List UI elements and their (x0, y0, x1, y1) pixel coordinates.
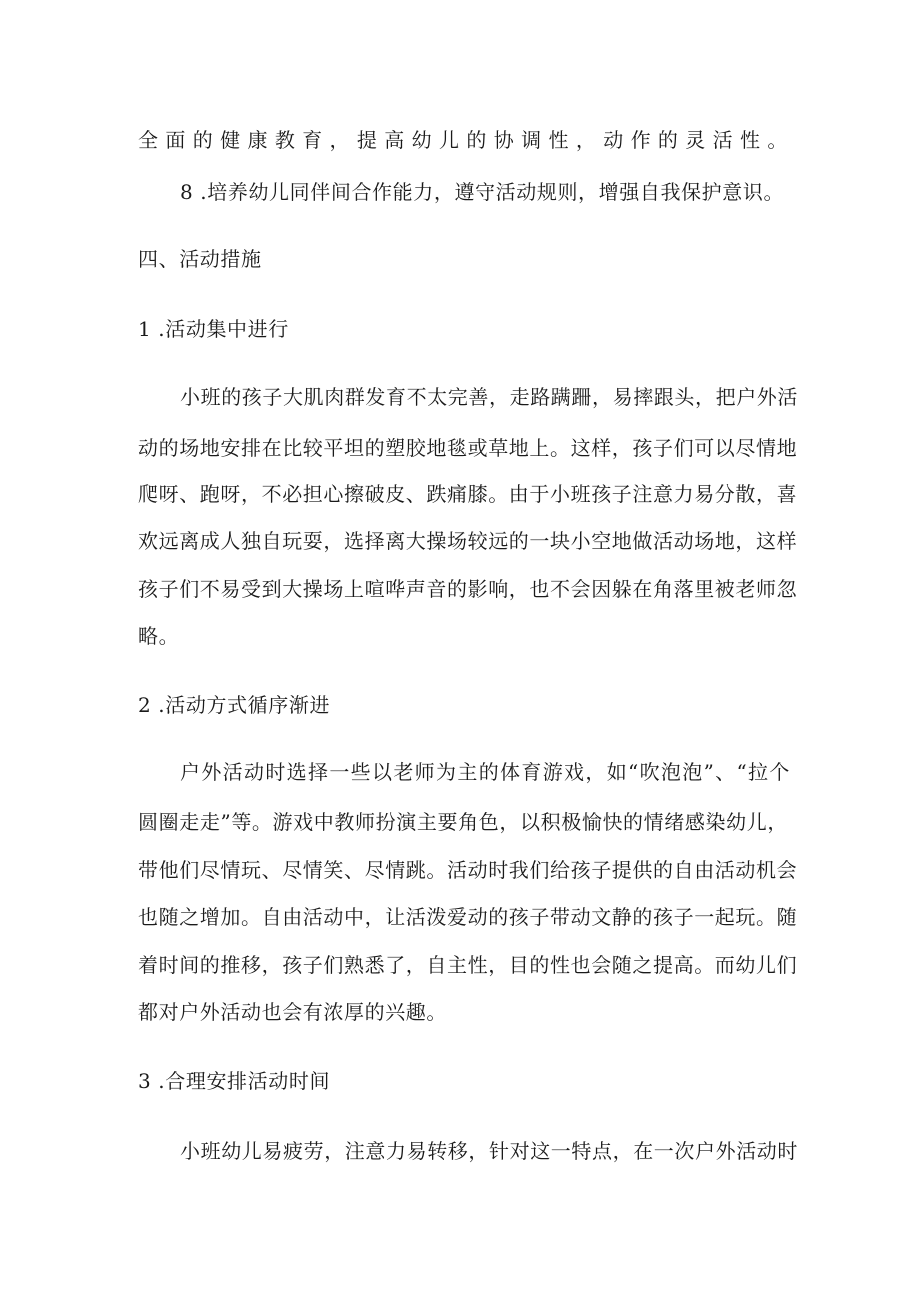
paragraph-line: 略。 (138, 624, 180, 648)
paragraph-line: 动的场地安排在比较平坦的塑胶地毯或草地上。这样，孩子们可以尽情地 (138, 436, 798, 460)
section-heading: 四、活动措施 (138, 247, 262, 271)
paragraph-line: 全面的健康教育，提高幼儿的协调性，动作的灵活性。 (138, 128, 788, 152)
subheading-1: 1 .活动集中进行 (138, 317, 289, 341)
paragraph-line: 欢远离成人独自玩耍，选择离大操场较远的一块小空地做活动场地，这样 (138, 529, 798, 553)
paragraph-line: 都对户外活动也会有浓厚的兴趣。 (138, 1000, 447, 1024)
paragraph-line: 也随之增加。自由活动中，让活泼爱动的孩子带动文静的孩子一起玩。随 (138, 905, 798, 929)
paragraph-line: 圆圈走走”等。游戏中教师扮演主要角色，以积极愉快的情绪感染幼儿， (138, 810, 788, 834)
paragraph-line: 着时间的推移，孩子们熟悉了，自主性，目的性也会随之提高。而幼儿们 (138, 953, 798, 977)
list-item-8: 8 .培养幼儿同伴间合作能力，遵守活动规则，增强自我保护意识。 (180, 180, 785, 204)
paragraph-line: 爬呀、跑呀，不必担心擦破皮、跌痛膝。由于小班孩子注意力易分散，喜 (138, 482, 798, 506)
paragraph-line: 带他们尽情玩、尽情笑、尽情跳。活动时我们给孩子提供的自由活动机会 (138, 858, 798, 882)
paragraph-line: 孩子们不易受到大操场上喧哗声音的影响，也不会因躲在角落里被老师忽 (138, 577, 798, 601)
paragraph-line: 户外活动时选择一些以老师为主的体育游戏，如“吹泡泡”、“拉个 (180, 760, 790, 784)
subheading-3: 3 .合理安排活动时间 (138, 1069, 331, 1093)
paragraph-line: 小班的孩子大肌肉群发育不太完善，走路蹒跚，易摔跟头，把户外活 (180, 385, 798, 409)
subheading-2: 2 .活动方式循序渐进 (138, 693, 331, 717)
paragraph-line: 小班幼儿易疲劳，注意力易转移，针对这一特点，在一次户外活动时 (180, 1139, 798, 1163)
